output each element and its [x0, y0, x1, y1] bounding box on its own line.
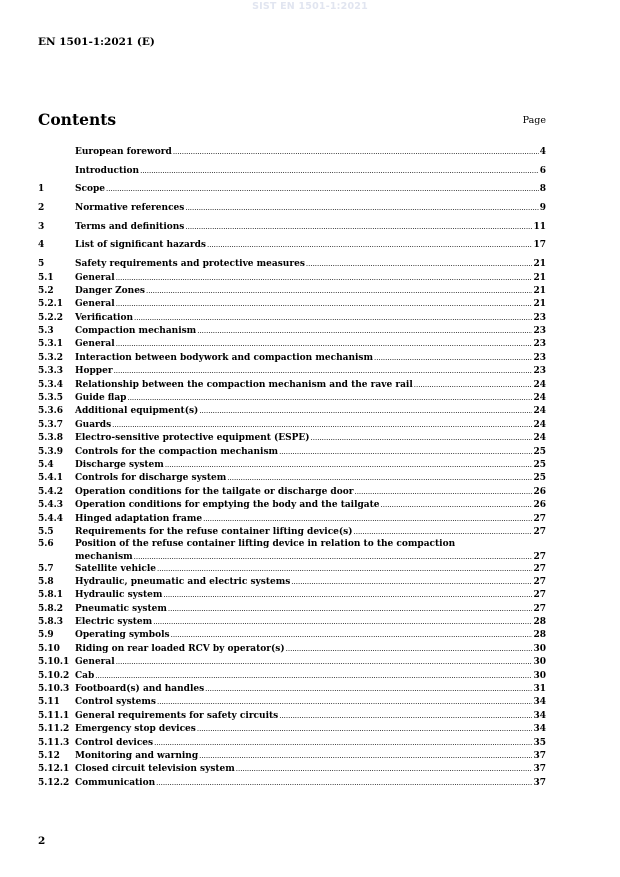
toc-leader-dots: [197, 723, 533, 736]
toc-entry-title: Control devices: [75, 737, 154, 748]
toc-entry-page: 9: [539, 203, 546, 214]
toc-entry[interactable]: [38, 239, 546, 252]
toc-leader-dots: [134, 312, 532, 325]
toc-entry-number: 5.3.5: [38, 393, 64, 404]
toc-entry[interactable]: [38, 763, 546, 776]
toc-entry-page: 24: [533, 379, 546, 390]
toc-entry-page: 21: [533, 272, 546, 283]
toc-entry-number: 2: [38, 203, 45, 214]
toc-entry-number: 5.2: [38, 285, 54, 296]
toc-entry[interactable]: [38, 513, 546, 526]
toc-leader-dots: [306, 258, 533, 271]
toc-leader-dots: [381, 499, 533, 512]
toc-entry-number: 5.3.4: [38, 379, 64, 390]
page-column-label: Page: [522, 115, 546, 126]
toc-entry-title: Cab: [75, 670, 95, 681]
toc-entry-page: 27: [533, 590, 546, 601]
toc-entry[interactable]: [38, 750, 546, 763]
toc-entry-title: Riding on rear loaded RCV by operator(s): [75, 643, 285, 654]
toc-entry[interactable]: [38, 629, 546, 642]
toc-leader-dots: [146, 285, 532, 298]
toc-entry-page: 27: [533, 526, 546, 537]
toc-entry-number: 5.10.2: [38, 670, 70, 681]
toc-entry[interactable]: [38, 737, 546, 750]
toc-entry[interactable]: [38, 183, 546, 196]
toc-entry-number: 5.12.1: [38, 764, 70, 775]
toc-entry-page: 26: [533, 486, 546, 497]
toc-entry-title: Normative references: [75, 203, 185, 214]
toc-entry[interactable]: [38, 165, 546, 178]
toc-entry-title: Operation conditions for the tailgate or discharge door: [75, 486, 354, 497]
toc-entry-number: 5.4.2: [38, 486, 64, 497]
toc-entry-page: 23: [533, 312, 546, 323]
toc-entry-number: 5.4: [38, 459, 54, 470]
toc-entry-page: 30: [533, 670, 546, 681]
toc-entry[interactable]: [38, 272, 546, 285]
toc-entry-title: Relationship between the compaction mechanism and the rave rail: [75, 379, 413, 390]
toc-leader-dots: [199, 405, 532, 418]
toc-entry[interactable]: [38, 379, 546, 392]
toc-entry-title: Satellite vehicle: [75, 563, 157, 574]
toc-leader-dots: [205, 683, 532, 696]
toc-entry-page: 24: [533, 406, 546, 417]
toc-leader-dots: [199, 750, 532, 763]
toc-entry-number: 5.3.3: [38, 366, 64, 377]
toc-entry-page: 26: [533, 500, 546, 511]
toc-entry-page: 23: [533, 339, 546, 350]
toc-entry-title: Introduction: [75, 165, 140, 176]
toc-entry[interactable]: [38, 656, 546, 669]
toc-entry[interactable]: [38, 576, 546, 589]
toc-entry[interactable]: [38, 499, 546, 512]
toc-entry-page: 34: [533, 724, 546, 735]
toc-entry-page: 27: [533, 513, 546, 524]
toc-entry-page: 25: [533, 459, 546, 470]
toc-entry-number: 5.10.1: [38, 657, 70, 668]
toc-entry-title: European foreword: [75, 147, 172, 157]
toc-entry-number: 5.11.2: [38, 724, 70, 735]
toc-entry[interactable]: [38, 616, 546, 629]
toc-entry-title: Hinged adaptation frame: [75, 513, 203, 524]
toc-entry[interactable]: [38, 432, 546, 445]
toc-entry-page: 28: [533, 617, 546, 628]
toc-entry-number: 5.8.1: [38, 590, 64, 601]
toc-entry-page: 24: [533, 393, 546, 404]
toc-entry-number: 5.2.2: [38, 312, 64, 323]
toc-leader-dots: [279, 710, 532, 723]
toc-entry-number: 5.11.1: [38, 710, 70, 721]
toc-leader-dots: [156, 777, 532, 790]
toc-leader-dots: [112, 419, 532, 432]
toc-leader-dots: [207, 239, 533, 252]
toc-leader-dots: [203, 513, 532, 526]
toc-entry-page: 30: [533, 643, 546, 654]
toc-entry-title: Hydraulic system: [75, 590, 163, 601]
toc-leader-dots: [185, 202, 538, 215]
toc-leader-dots: [414, 379, 533, 392]
toc-entry-number: 5.4.4: [38, 513, 64, 524]
toc-entry-number: 5: [38, 259, 45, 270]
toc-entry-title: Hydraulic, pneumatic and electric systems: [75, 576, 291, 587]
toc-entry[interactable]: [38, 683, 546, 696]
toc-entry-page: 30: [533, 657, 546, 668]
toc-entry-number: 5.3.2: [38, 352, 64, 363]
toc-entry-number: 1: [38, 184, 45, 195]
toc-entry-page: 21: [533, 259, 546, 270]
toc-entry-number: 5.10: [38, 643, 60, 654]
toc-entry-title: Electric system: [75, 617, 153, 628]
contents-title: Contents: [38, 110, 117, 129]
toc-leader-dots: [157, 563, 532, 576]
toc-leader-dots: [168, 603, 533, 616]
toc-entry[interactable]: [38, 589, 546, 602]
toc-entry-title: Interaction between bodywork and compaction mechanism: [75, 352, 374, 363]
toc-entry-title: Control systems: [75, 697, 156, 708]
toc-entry[interactable]: [38, 365, 546, 378]
toc-entry-page: 35: [533, 737, 546, 748]
toc-entry-title: Compaction mechanism: [75, 326, 197, 337]
toc-leader-dots: [116, 656, 533, 669]
toc-entry-title: Emergency stop devices: [75, 724, 196, 735]
toc-entry[interactable]: [38, 352, 546, 365]
toc-entry-title: Hopper: [75, 366, 113, 377]
toc-entry[interactable]: [38, 472, 546, 485]
toc-entry-number: 5.12: [38, 750, 60, 761]
toc-leader-dots: [311, 432, 533, 445]
toc-entry-title: Operation conditions for emptying the body and the tailgate: [75, 500, 380, 511]
toc-entry-number: 5.11.3: [38, 737, 70, 748]
toc-entry-page: 27: [533, 603, 546, 614]
toc-entry-title: Verification: [75, 312, 134, 323]
toc-leader-dots: [140, 165, 539, 178]
toc-entry-page: 27: [533, 551, 546, 562]
toc-leader-dots: [173, 146, 539, 159]
toc-entry[interactable]: [38, 325, 546, 338]
toc-entry-title: Communication: [75, 777, 156, 788]
toc-entry-title: Terms and definitions: [75, 221, 185, 232]
toc-entry[interactable]: [38, 202, 546, 215]
toc-leader-dots: [286, 643, 533, 656]
toc-leader-dots: [134, 551, 533, 563]
toc-entry-title: General: [75, 299, 115, 310]
toc-entry[interactable]: [38, 285, 546, 298]
toc-entry[interactable]: [38, 539, 546, 550]
toc-entry-page: 37: [533, 750, 546, 761]
toc-leader-dots: [157, 696, 532, 709]
toc-leader-dots: [153, 616, 532, 629]
toc-entry-page: 21: [533, 285, 546, 296]
toc-entry-number: 5.6: [38, 539, 54, 550]
toc-entry-number: 5.1: [38, 272, 54, 283]
toc-entry-number: 5.8: [38, 576, 54, 587]
toc-entry-title: General: [75, 339, 115, 350]
toc-entry-page: 24: [533, 419, 546, 430]
toc-entry-number: 5.3.6: [38, 406, 64, 417]
toc-leader-dots: [114, 365, 533, 378]
toc-entry[interactable]: [38, 258, 546, 271]
toc-leader-dots: [227, 472, 532, 485]
toc-entry-page: 34: [533, 710, 546, 721]
toc-entry-title: Requirements for the refuse container lifting device(s): [75, 526, 353, 537]
toc-entry-title: Guards: [75, 419, 112, 430]
toc-entry-number: 5.5: [38, 526, 54, 537]
toc-entry-page: 23: [533, 366, 546, 377]
toc-entry-number: 5.8.3: [38, 617, 64, 628]
toc-entry-number: 3: [38, 221, 45, 232]
toc-entry-page: 23: [533, 352, 546, 363]
toc-entry[interactable]: [38, 670, 546, 683]
toc-entry-title: Monitoring and warning: [75, 750, 199, 761]
toc-leader-dots: [106, 183, 539, 196]
toc-entry-page: 37: [533, 764, 546, 775]
toc-entry-page: 4: [539, 147, 546, 157]
toc-entry-number: 5.3.7: [38, 419, 64, 430]
toc-entry-page: 8: [539, 184, 546, 195]
toc-entry-number: 5.3: [38, 326, 54, 337]
toc-leader-dots: [291, 576, 532, 589]
toc-leader-dots: [163, 589, 532, 602]
toc-entry-page: 23: [533, 326, 546, 337]
toc-entry[interactable]: [38, 777, 546, 790]
toc-entry[interactable]: [38, 696, 546, 709]
toc-entry-page: 34: [533, 697, 546, 708]
toc-entry-page: 11: [533, 221, 546, 232]
toc-entry-continuation[interactable]: [38, 551, 546, 563]
toc-entry-title: Closed circuit television system: [75, 764, 235, 775]
toc-entry-title: Discharge system: [75, 459, 164, 470]
toc-entry-title: Electro-sensitive protective equipment (ESPE): [75, 433, 310, 444]
toc-leader-dots: [171, 629, 533, 642]
toc-leader-dots: [354, 486, 532, 499]
toc-leader-dots: [197, 325, 532, 338]
toc-entry[interactable]: [38, 446, 546, 459]
toc-leader-dots: [116, 338, 533, 351]
toc-leader-dots: [165, 459, 533, 472]
toc-entry-title: Position of the refuse container lifting device in relation to the compaction: [75, 539, 456, 550]
toc-entry-page: 31: [533, 684, 546, 695]
table-of-contents: [38, 146, 546, 790]
toc-entry-title: Controls for the compaction mechanism: [75, 446, 279, 457]
toc-entry[interactable]: [38, 643, 546, 656]
page-number: 2: [38, 835, 46, 847]
toc-entry-number: 5.10.3: [38, 684, 70, 695]
toc-leader-dots: [279, 446, 532, 459]
toc-entry-number: 5.4.1: [38, 473, 64, 484]
toc-entry-title: Controls for discharge system: [75, 473, 227, 484]
toc-entry-title: List of significant hazards: [75, 240, 206, 251]
toc-entry[interactable]: [38, 146, 546, 159]
toc-entry-number: 5.11: [38, 697, 60, 708]
toc-entry-title: General requirements for safety circuits: [75, 710, 279, 721]
toc-entry-page: 27: [533, 563, 546, 574]
toc-leader-dots: [354, 526, 533, 539]
toc-entry-title: General: [75, 657, 115, 668]
toc-entry[interactable]: [38, 526, 546, 539]
toc-entry[interactable]: [38, 723, 546, 736]
toc-entry-page: 25: [533, 473, 546, 484]
toc-entry-title-continued: mechanism: [75, 551, 133, 562]
toc-entry-number: 5.4.3: [38, 500, 64, 511]
toc-leader-dots: [374, 352, 532, 365]
toc-leader-dots: [95, 670, 532, 683]
toc-entry-page: 17: [533, 240, 546, 251]
document-id: EN 1501-1:2021 (E): [38, 36, 155, 48]
toc-entry-title: Danger Zones: [75, 285, 145, 296]
toc-entry[interactable]: [38, 486, 546, 499]
toc-entry[interactable]: [38, 710, 546, 723]
toc-entry-number: 5.12.2: [38, 777, 70, 788]
toc-entry-page: 37: [533, 777, 546, 788]
toc-entry[interactable]: [38, 338, 546, 351]
toc-entry-title: Guide flap: [75, 393, 127, 404]
toc-entry[interactable]: [38, 603, 546, 616]
toc-entry-page: 24: [533, 433, 546, 444]
toc-entry[interactable]: [38, 459, 546, 472]
toc-leader-dots: [185, 221, 532, 234]
toc-entry-title: Additional equipment(s): [75, 406, 199, 417]
toc-entry-number: 5.8.2: [38, 603, 64, 614]
toc-entry-number: 5.3.1: [38, 339, 64, 350]
toc-entry-title: Safety requirements and protective measures: [75, 259, 305, 270]
toc-entry-page: 6: [539, 165, 546, 176]
toc-entry-page: 28: [533, 630, 546, 641]
toc-entry-number: 5.7: [38, 563, 54, 574]
toc-entry-number: 5.3.8: [38, 433, 64, 444]
toc-entry-page: 21: [533, 299, 546, 310]
toc-entry-title: Pneumatic system: [75, 603, 167, 614]
toc-leader-dots: [116, 298, 533, 311]
toc-entry-title: Footboard(s) and handles: [75, 684, 205, 695]
toc-entry[interactable]: [38, 563, 546, 576]
toc-entry[interactable]: [38, 419, 546, 432]
toc-entry-number: 5.2.1: [38, 299, 64, 310]
toc-entry-number: 5.9: [38, 630, 54, 641]
toc-entry-number: 5.3.9: [38, 446, 64, 457]
toc-leader-dots: [154, 737, 532, 750]
toc-entry-title: General: [75, 272, 115, 283]
toc-leader-dots: [127, 392, 532, 405]
toc-entry[interactable]: [38, 298, 546, 311]
toc-entry[interactable]: [38, 405, 546, 418]
toc-entry-title: Operating symbols: [75, 630, 170, 641]
toc-entry-title: Scope: [75, 184, 106, 195]
toc-entry[interactable]: [38, 312, 546, 325]
toc-entry-page: 25: [533, 446, 546, 457]
toc-entry[interactable]: [38, 392, 546, 405]
toc-entry-page: 27: [533, 576, 546, 587]
toc-leader-dots: [116, 272, 533, 285]
toc-leader-dots: [236, 763, 533, 776]
watermark: SIST EN 1501-1:2021: [252, 1, 368, 12]
toc-entry-number: 4: [38, 240, 45, 251]
toc-entry[interactable]: [38, 221, 546, 234]
